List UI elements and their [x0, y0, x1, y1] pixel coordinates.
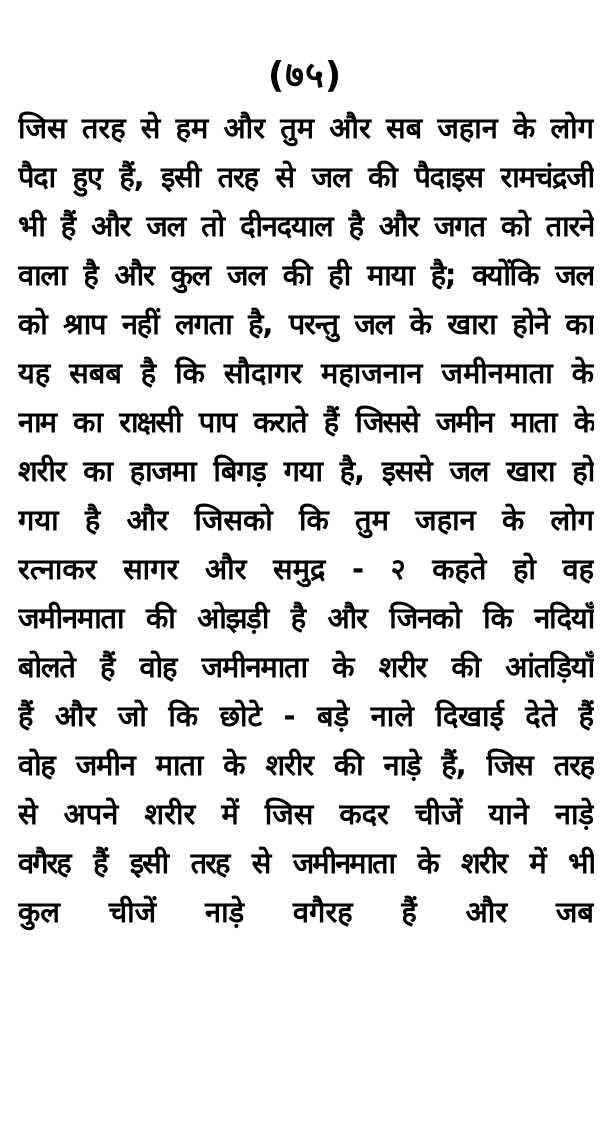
text-line: कुल चीजें नाड़े वगैरह हैं और जब	[18, 895, 594, 929]
text-line: यह सबब है कि सौदागर महाजनान जमीनमाता के	[18, 356, 594, 390]
text-line: जमीनमाता की ओझड़ी है और जिनको कि नदियाँ	[18, 601, 594, 635]
text-line: वोह जमीन माता के शरीर की नाड़े हैं, जिस तरह	[18, 748, 594, 782]
text-line: से अपने शरीर में जिस कदर चीजें याने नाड़े	[18, 797, 594, 831]
text-line: पैदा हुए हैं, इसी तरह से जल की पैदाइस रामचंद्रजी	[18, 160, 594, 194]
body-text	[18, 104, 594, 937]
text-line: भी हैं और जल तो दीनदयाल है और जगत को तारने	[18, 209, 594, 243]
text-line: वगैरह हैं इसी तरह से जमीनमाता के शरीर में भी	[18, 846, 594, 880]
page-number: (७५)	[267, 55, 343, 96]
text-line: नाम का राक्षसी पाप कराते हैं जिससे जमीन माता के	[18, 405, 594, 439]
text-line: हैं और जो कि छोटे - बड़े नाले दिखाई देते हैं	[18, 699, 594, 733]
text-line: वाला है और कुल जल की ही माया है; क्योंकि जल	[18, 258, 594, 292]
text-line: बोलते हैं वोह जमीनमाता के शरीर की आंतड़ियाँ	[18, 650, 594, 684]
text-line: को श्राप नहीं लगता है, परन्तु जल के खारा होने का	[18, 307, 594, 341]
text-line: जिस तरह से हम और तुम और सब जहान के लोग	[18, 111, 594, 145]
text-line: गया है और जिसको कि तुम जहान के लोग	[18, 503, 594, 537]
text-line: रत्नाकर सागर और समुद्र - २ कहते हो वह	[18, 552, 594, 586]
text-line: शरीर का हाजमा बिगड़ गया है, इससे जल खारा हो	[18, 454, 594, 488]
